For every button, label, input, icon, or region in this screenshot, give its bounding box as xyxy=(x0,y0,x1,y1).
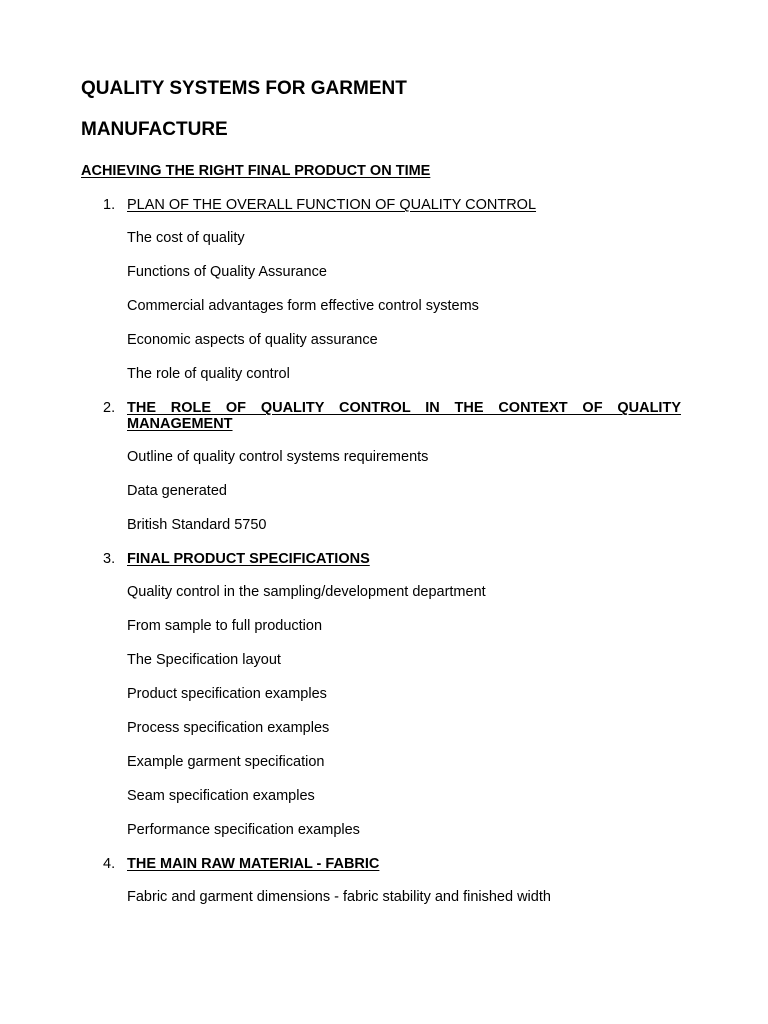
section-heading-text: PLAN OF THE OVERALL FUNCTION OF QUALITY CONTROL xyxy=(127,197,537,213)
section-3 xyxy=(81,551,681,839)
section-heading xyxy=(81,856,681,872)
section-heading-text: FINAL PRODUCT SPECIFICATIONS xyxy=(127,551,370,567)
section-heading xyxy=(81,551,681,567)
list-item: Quality control in the sampling/development department xyxy=(127,584,486,600)
list-item: The cost of quality xyxy=(127,230,245,246)
list-item: Process specification examples xyxy=(127,720,330,736)
section-4 xyxy=(81,856,681,906)
section-number: 2. xyxy=(103,400,116,416)
list-item: Commercial advantages form effective control systems xyxy=(127,298,479,314)
section-number: 4. xyxy=(103,856,116,872)
section-heading xyxy=(81,197,681,213)
list-item: Example garment specification xyxy=(127,754,325,770)
list-item: Performance specification examples xyxy=(127,822,360,838)
list-item: British Standard 5750 xyxy=(127,517,267,533)
section-heading xyxy=(81,400,681,432)
list-item: Functions of Quality Assurance xyxy=(127,264,327,280)
list-item: The role of quality control xyxy=(127,366,290,382)
section-number: 1. xyxy=(103,197,116,213)
document-title-line-1: QUALITY SYSTEMS FOR GARMENT xyxy=(81,78,407,99)
list-item: Product specification examples xyxy=(127,686,327,702)
list-item: From sample to full production xyxy=(127,618,323,634)
document-subtitle: ACHIEVING THE RIGHT FINAL PRODUCT ON TIME xyxy=(81,163,431,179)
section-2 xyxy=(81,400,681,534)
document-title-line-2: MANUFACTURE xyxy=(81,119,228,140)
list-item: The Specification layout xyxy=(127,652,281,668)
section-number: 3. xyxy=(103,551,116,567)
section-heading-text: THE MAIN RAW MATERIAL - FABRIC xyxy=(127,856,380,872)
list-item: Data generated xyxy=(127,483,227,499)
section-1 xyxy=(81,197,681,383)
list-item: Outline of quality control systems requirements xyxy=(127,449,429,465)
list-item: Fabric and garment dimensions - fabric stability and finished width xyxy=(127,889,551,905)
list-item: Seam specification examples xyxy=(127,788,315,804)
section-heading-text: THE ROLE OF QUALITY CONTROL IN THE CONTEXT OF QUALITY MANAGEMENT xyxy=(127,400,681,432)
list-item: Economic aspects of quality assurance xyxy=(127,332,378,348)
